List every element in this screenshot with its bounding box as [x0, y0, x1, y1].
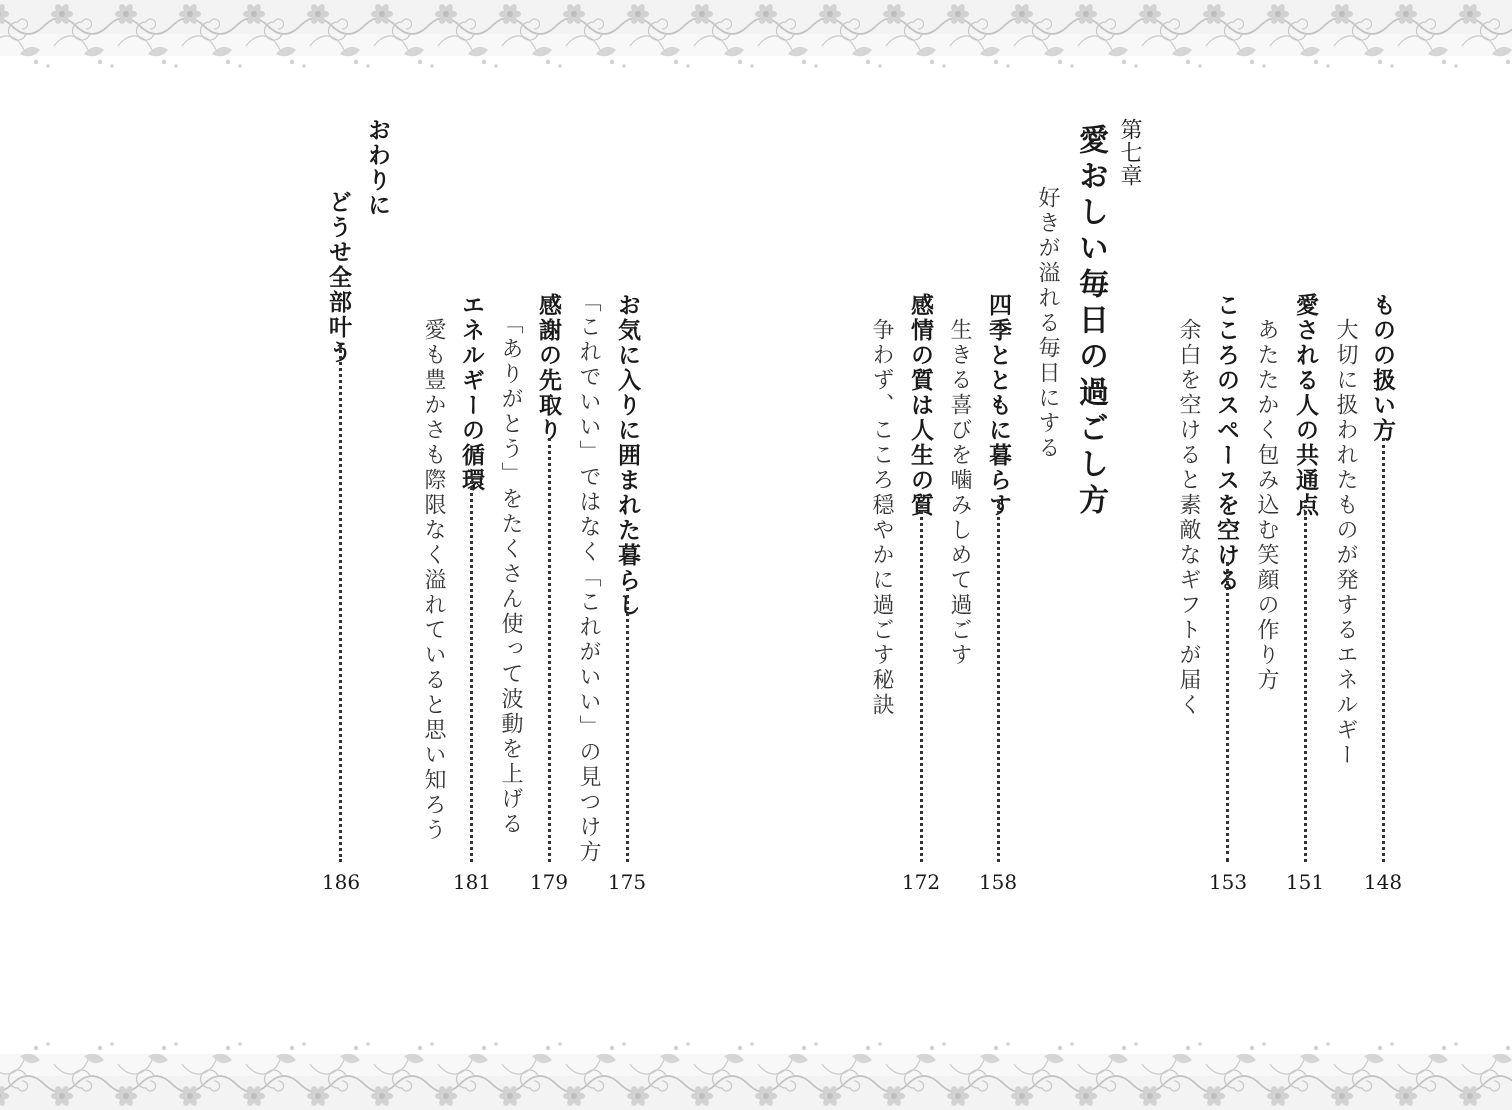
- toc-entry-subtitle: 「これでいい」ではなく「これがいい」の見つけ方: [576, 290, 601, 865]
- toc-entry-subtitle: 大切に扱われたものが発するエネルギー: [1333, 318, 1358, 768]
- page-number: 186: [321, 870, 361, 894]
- page-number: 175: [607, 870, 647, 894]
- toc-entry-title: お気に入りに囲まれた暮らし: [614, 293, 641, 618]
- dot-leader: [1304, 500, 1307, 862]
- toc-entry-subtitle: 余白を空けると素敵なギフトが届く: [1176, 318, 1201, 718]
- bottom-floral-border: [0, 1018, 1512, 1110]
- chapter-subtitle: 好きが溢れる毎日にする: [1035, 186, 1060, 461]
- toc-entry-title: ものの扱い方: [1369, 293, 1396, 443]
- dot-leader: [1226, 562, 1229, 862]
- toc-entry-title: 感情の質は人生の質: [907, 293, 934, 518]
- page-number: 153: [1208, 870, 1248, 894]
- page-number: 172: [901, 870, 941, 894]
- chapter-title: 愛おしい毎日の過ごし方: [1073, 124, 1108, 520]
- toc-entry-subtitle: 愛も豊かさも際限なく溢れていると思い知ろう: [421, 318, 446, 843]
- toc-entry-title: 四季とともに暮らす: [985, 293, 1012, 518]
- dot-leader: [548, 438, 551, 862]
- toc-entry-title: エネルギーの循環: [458, 293, 485, 493]
- dot-leader: [339, 345, 342, 862]
- page-number: 179: [529, 870, 569, 894]
- toc-entry-title: こころのスペースを空ける: [1213, 293, 1240, 593]
- toc-entry-subtitle: あたたかく包み込む笑顔の作り方: [1254, 318, 1279, 693]
- top-floral-border: [0, 0, 1512, 96]
- page-number: 181: [452, 870, 492, 894]
- toc-entry-subtitle: 「ありがとう」をたくさん使って波動を上げる: [498, 312, 523, 837]
- dot-leader: [1382, 438, 1385, 862]
- chapter-number: 第七章: [1117, 118, 1142, 187]
- toc-entry-title: 愛される人の共通点: [1292, 293, 1319, 518]
- toc-entry-subtitle: 争わず、こころ穏やかに過ごす秘訣: [869, 318, 894, 718]
- page-number: 148: [1363, 870, 1403, 894]
- dot-leader: [626, 588, 629, 862]
- afterword-label: おわりに: [364, 118, 391, 218]
- page-number: 151: [1285, 870, 1325, 894]
- page-number: 158: [978, 870, 1018, 894]
- dot-leader: [920, 500, 923, 862]
- toc-entry-title: 感謝の先取り: [535, 293, 562, 443]
- dot-leader: [470, 476, 473, 862]
- dot-leader: [997, 500, 1000, 862]
- toc-entry-subtitle: 生きる喜びを噛みしめて過ごす: [947, 318, 972, 668]
- afterword-title: どうせ全部叶う: [325, 190, 352, 365]
